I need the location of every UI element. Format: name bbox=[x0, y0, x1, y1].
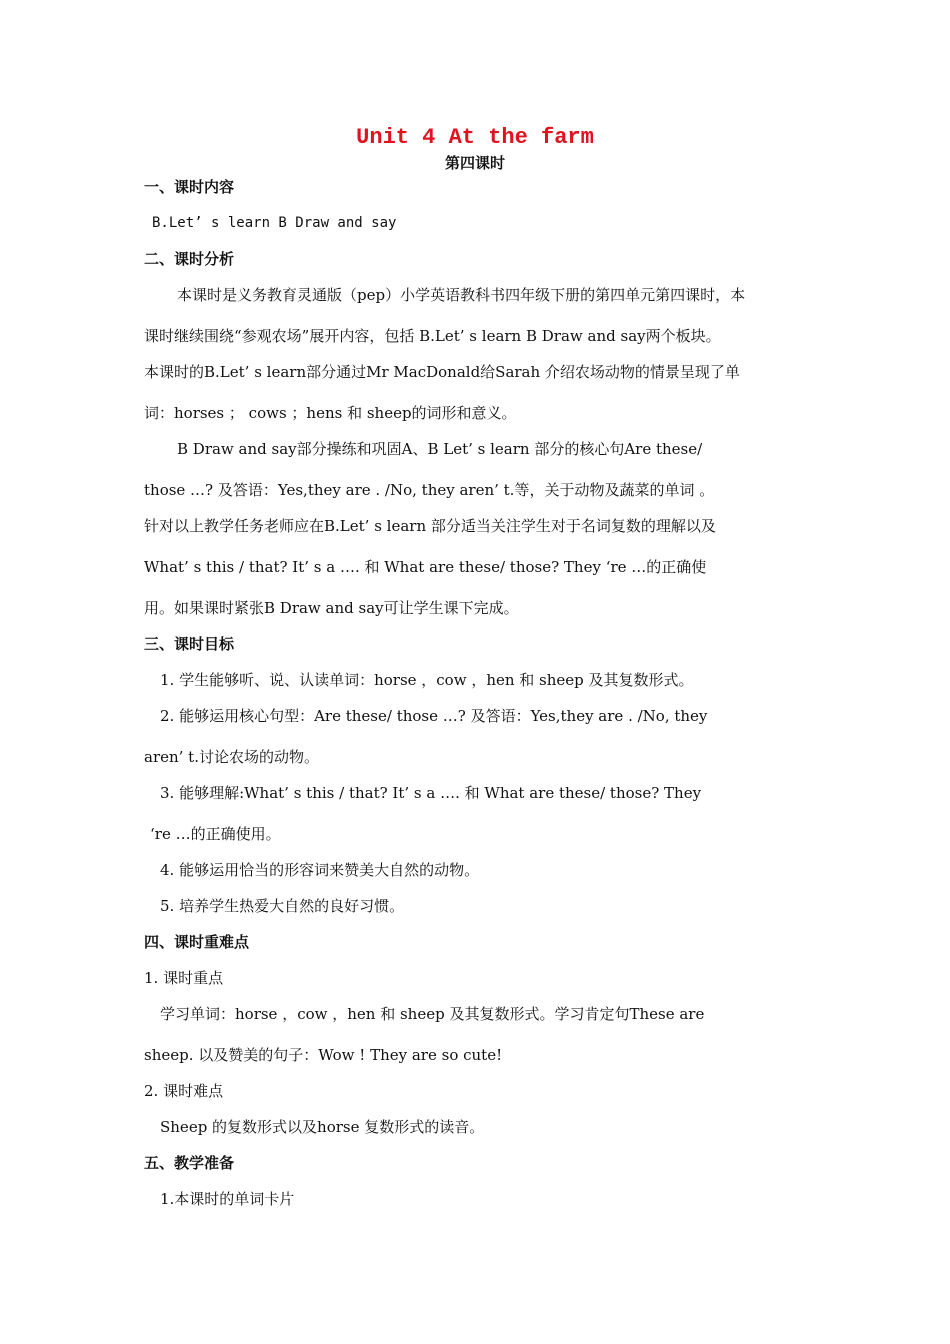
document-subtitle: 第四课时 bbox=[444, 154, 505, 172]
analysis-line: 针对以上教学任务老师应在B.Let’ s learn 部分适当关注学生对于名词复数的理解以及 bbox=[144, 517, 716, 535]
key-point-line: 学习单词：horse ，cow ，hen 和 sheep 及其复数形式。学习肯定句These are bbox=[160, 1005, 705, 1023]
analysis-line: 课时继续围绕“参观农场”展开内容，包括 B.Let’ s learn B Draw and say两个板块。 bbox=[144, 327, 721, 345]
section-heading-analysis: 二、课时分析 bbox=[144, 250, 235, 268]
analysis-line: B Draw and say部分操练和巩固A、B Let’ s learn 部分的核心句Are these/ bbox=[177, 440, 703, 458]
analysis-line: those …? 及答语：Yes,they are . /No, they aren’ t.等，关于动物及蔬菜的单词 。 bbox=[144, 481, 715, 499]
objective-line: 3. 能够理解:What’ s this / that? It’ s a …. 和 What are these/ those? They bbox=[160, 784, 702, 802]
objective-line: 2. 能够运用核心句型：Are these/ those …? 及答语：Yes,they are . /No, they bbox=[160, 707, 708, 725]
key-point-line: Sheep 的复数形式以及horse 复数形式的读音。 bbox=[160, 1118, 485, 1136]
section-heading-objectives: 三、课时目标 bbox=[144, 635, 235, 653]
analysis-line: 本课时是义务教育灵通版（pep）小学英语教科书四年级下册的第四单元第四课时，本 bbox=[177, 286, 746, 304]
section-content-text: B.Let’ s learn B Draw and say bbox=[152, 215, 397, 231]
key-point-line: 2. 课时难点 bbox=[144, 1082, 224, 1100]
key-point-line: 1. 课时重点 bbox=[144, 969, 224, 987]
section-heading-preparation: 五、教学准备 bbox=[144, 1154, 235, 1172]
objective-line: ‘re …的正确使用。 bbox=[150, 825, 281, 843]
section-heading-content: 一、课时内容 bbox=[144, 178, 235, 196]
analysis-line: What’ s this / that? It’ s a …. 和 What are these/ those? They ‘re …的正确使 bbox=[144, 558, 707, 576]
objective-line: 5. 培养学生热爱大自然的良好习惯。 bbox=[160, 897, 405, 915]
analysis-line: 本课时的B.Let’ s learn部分通过Mr MacDonald给Sarah 介绍农场动物的情景呈现了单 bbox=[144, 363, 740, 381]
analysis-line: 用。如果课时紧张B Draw and say可让学生课下完成。 bbox=[144, 599, 519, 617]
key-point-line: sheep. 以及赞美的句子：Wow ! They are so cute! bbox=[144, 1046, 503, 1064]
objective-line: 1. 学生能够听、说、认读单词：horse ，cow ，hen 和 sheep 及其复数形式。 bbox=[160, 671, 694, 689]
preparation-line: 1.本课时的单词卡片 bbox=[160, 1190, 295, 1208]
objective-line: 4. 能够运用恰当的形容词来赞美大自然的动物。 bbox=[160, 861, 480, 879]
objective-line: aren’ t.讨论农场的动物。 bbox=[144, 748, 319, 766]
document-title: Unit 4 At the farm bbox=[356, 125, 594, 150]
section-heading-key-points: 四、课时重难点 bbox=[144, 933, 250, 951]
analysis-line: 词：horses ； cows ；hens 和 sheep的词形和意义。 bbox=[144, 404, 517, 422]
